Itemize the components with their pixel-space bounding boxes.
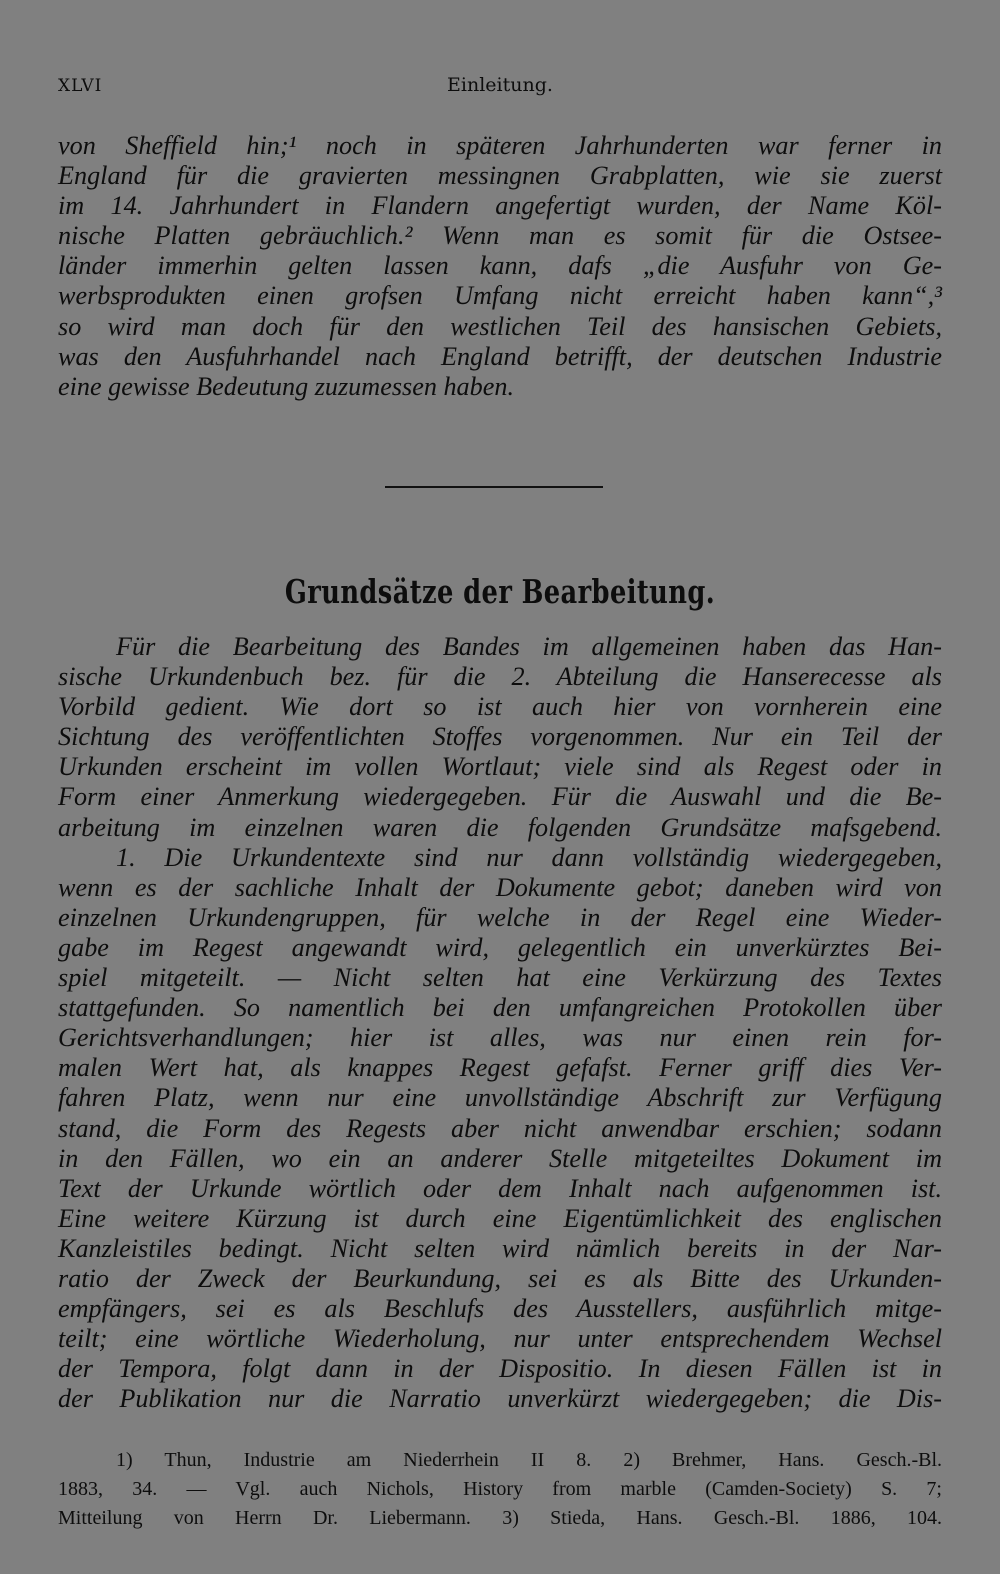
- text-line: sische Urkundenbuch bez. für die 2. Abteilung die Hanserecesse als: [58, 662, 942, 692]
- text-line: spiel mitgeteilt. — Nicht selten hat eine Verkürzung des Textes: [58, 963, 942, 993]
- text-line: von Sheffield hin;¹ noch in späteren Jahrhunderten war ferner in: [58, 131, 942, 160]
- text-line: Urkunden erscheint im vollen Wortlaut; viele sind als Regest oder in: [58, 752, 942, 782]
- text-line: Kanzleistiles bedingt. Nicht selten wird nämlich bereits in der Nar-: [58, 1233, 942, 1263]
- section-divider: [385, 486, 603, 488]
- text-line: einzelnen Urkundengruppen, für welche in der Regel eine Wieder-: [58, 902, 942, 932]
- text-line: eine gewisse Bedeutung zuzumessen haben.: [58, 371, 515, 401]
- text-line: Eine weitere Kürzung ist durch eine Eigentümlichkeit des englischen: [58, 1203, 942, 1233]
- text-line: gabe im Regest angewandt wird, gelegentlich ein unverkürztes Bei-: [58, 932, 942, 962]
- running-title: Einleitung.: [447, 74, 553, 96]
- footnote-line: Mitteilung von Herrn Dr. Liebermann. 3) Stieda, Hans. Gesch.-Bl. 1886, 104.: [58, 1507, 942, 1529]
- text-line: Gerichtsverhandlungen; hier ist alles, was nur einen rein for-: [58, 1023, 942, 1053]
- text-line: stand, die Form des Regests aber nicht anwendbar erschien; sodann: [58, 1113, 942, 1143]
- page-header: [58, 70, 942, 100]
- text-line: länder immerhin gelten lassen kann, dafs „die Ausfuhr von Ge-: [58, 251, 942, 281]
- text-line: im 14. Jahrhundert in Flandern angefertigt wurden, der Name Köl-: [58, 191, 942, 221]
- text-line: arbeitung im einzelnen waren die folgenden Grundsätze mafsgebend.: [58, 812, 942, 842]
- text-line: empfängers, sei es als Beschlufs des Ausstellers, ausführlich mitge-: [58, 1294, 942, 1324]
- text-line: so wird man doch für den westlichen Teil des hansischen Gebiets,: [58, 311, 942, 341]
- text-line: der Publikation nur die Narratio unverkürzt wiedergegeben; die Dis-: [58, 1384, 942, 1414]
- text-line: wenn es der sachliche Inhalt der Dokumente gebot; daneben wird von: [58, 872, 942, 902]
- text-line: Form einer Anmerkung wiedergegeben. Für die Auswahl und die Be-: [58, 782, 942, 812]
- section-heading: Grundsätze der Bearbeitung.: [284, 572, 716, 611]
- text-line: ratio der Zweck der Beurkundung, sei es als Bitte des Urkunden-: [58, 1263, 942, 1293]
- text-line: in den Fällen, wo ein an anderer Stelle mitgeteiltes Dokument im: [58, 1143, 942, 1173]
- text-line: Vorbild gedient. Wie dort so ist auch hier von vornherein eine: [58, 692, 942, 722]
- text-line: Sichtung des veröffentlichten Stoffes vorgenommen. Nur ein Teil der: [58, 722, 942, 752]
- footnote-line: 1883, 34. — Vgl. auch Nichols, History from marble (Camden-Society) S. 7;: [58, 1478, 942, 1500]
- text-line: England für die gravierten messingnen Grabplatten, wie sie zuerst: [58, 161, 942, 191]
- text-line: stattgefunden. So namentlich bei den umfangreichen Protokollen über: [58, 993, 942, 1023]
- footnote-line: 1) Thun, Industrie am Niederrhein II 8. 2) Brehmer, Hans. Gesch.-Bl.: [116, 1449, 942, 1471]
- text-line: 1. Die Urkundentexte sind nur dann vollständig wiedergegeben,: [116, 842, 942, 872]
- footnotes: [58, 1446, 942, 1533]
- body-paragraphs: [58, 632, 942, 1414]
- intro-paragraph: [58, 131, 942, 402]
- text-line: was den Ausfuhrhandel nach England betrifft, der deutschen Industrie: [58, 341, 942, 371]
- text-line: teilt; eine wörtliche Wiederholung, nur unter entsprechendem Wechsel: [58, 1324, 942, 1354]
- text-line: der Tempora, folgt dann in der Dispositio. In diesen Fällen ist in: [58, 1354, 942, 1384]
- text-line: werbsprodukten einen grofsen Umfang nicht erreicht haben kann“,³: [58, 281, 942, 311]
- text-line: malen Wert hat, als knappes Regest gefafst. Ferner griff dies Ver-: [58, 1053, 942, 1083]
- page-number: XLVI: [58, 76, 103, 96]
- text-line: Für die Bearbeitung des Bandes im allgemeinen haben das Han-: [116, 632, 942, 661]
- text-line: Text der Urkunde wörtlich oder dem Inhalt nach aufgenommen ist.: [58, 1173, 942, 1203]
- text-line: fahren Platz, wenn nur eine unvollständige Abschrift zur Verfügung: [58, 1083, 942, 1113]
- text-line: nische Platten gebräuchlich.² Wenn man es somit für die Ostsee-: [58, 221, 942, 251]
